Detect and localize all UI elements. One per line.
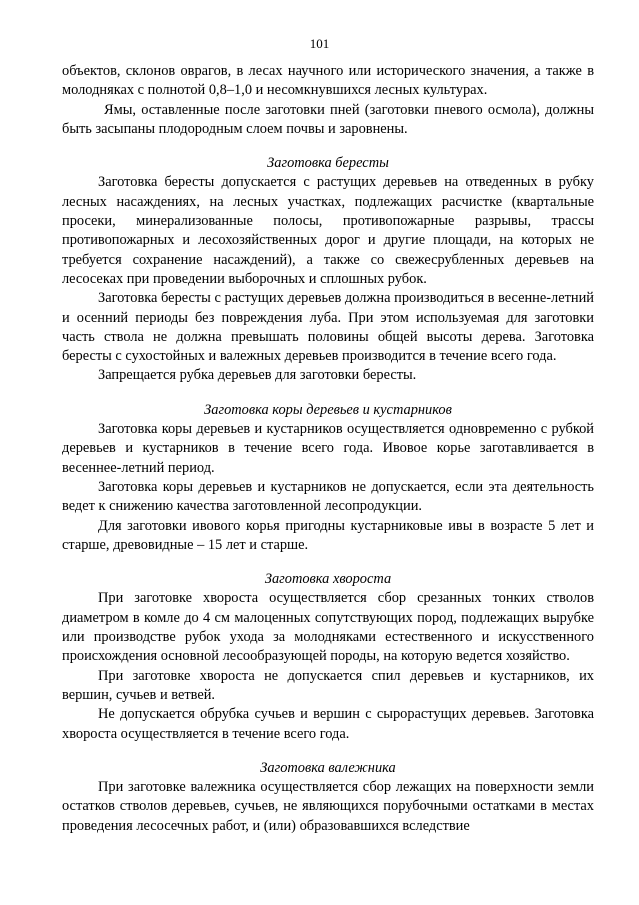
- section-heading-deadwood: Заготовка валежника: [260, 759, 396, 776]
- paragraph-bark-2: Заготовка коры деревьев и кустарников не допускается, если эта деятельность ведет к снижению качества заготовленной лесопродукции.: [62, 478, 594, 515]
- paragraph-deadwood-1: При заготовке валежника осуществляется сбор лежащих на поверхности земли остатков стволов деревьев, сучьев, не являющихся порубочными остатками в местах проведения лесосечных работ, и (или) образовавшихся вследствие: [62, 779, 594, 834]
- paragraph-birch-bark-3: Запрещается рубка деревьев для заготовки бересты.: [98, 367, 417, 384]
- paragraph-brushwood-2: При заготовке хвороста не допускается спил деревьев и кустарников, их вершин, сучьев и ветвей.: [62, 667, 594, 703]
- paragraph-bark-3: Для заготовки ивового корья пригодны кустарниковые ивы в возрасте 5 лет и старше, древовидные – 15 лет и старше.: [62, 517, 594, 553]
- paragraph-continuation: объектов, склонов оврагов, в лесах научного или исторического значения, а также в молодняках с полнотой 0,8–1,0 и несомкнувшихся лесных культурах.: [62, 63, 594, 99]
- page-number: 101: [309, 36, 330, 51]
- section-heading-bark: Заготовка коры деревьев и кустарников: [204, 401, 452, 418]
- section-heading-birch-bark: Заготовка бересты: [267, 155, 389, 172]
- paragraph-brushwood-3: Не допускается обрубка сучьев и вершин с сырорастущих деревьев. Заготовка хвороста осуществляется в течение всего года.: [62, 706, 594, 742]
- section-heading-brushwood: Заготовка хвороста: [264, 571, 392, 588]
- paragraph-birch-bark-2: Заготовка бересты с растущих деревьев должна производиться в весенне-летний и осенний периоды без повреждения луба. При этом используемая для заготовки часть ствола не должна превышать половины общей высоты дерева. Заготовка бересты с сухостойных и валежных деревьев производится в течение всего года.: [62, 290, 594, 365]
- paragraph-pits: Ямы, оставленные после заготовки пней (заготовки пневого осмола), должны быть засыпаны плодородным слоем почвы и заровнены.: [62, 101, 594, 137]
- paragraph-bark-1: Заготовка коры деревьев и кустарников осуществляется одновременно с рубкой деревьев и кустарников в течение всего года. Ивовое корье заготавливается в весеннее-летний период.: [62, 421, 594, 476]
- paragraph-birch-bark-1: Заготовка бересты допускается с растущих деревьев на отведенных в рубку лесных насаждениях, на лесных участках, подлежащих расчистке (квартальные просеки, минерализованные полосы, противопожарные разрывы, трассы противопожарных и лесохозяйственных дорог и другие площади, на которых не требуется сохранение насаждений), а также со свежесрубленных деревьев на лесосеках при проведении выборочных и сплошных рубок.: [62, 174, 594, 287]
- document-body: [62, 62, 594, 836]
- paragraph-brushwood-1: При заготовке хвороста осуществляется сбор срезанных тонких стволов диаметром в комле до 4 см малоценных сопутствующих пород, подлежащих вырубке или производстве рубок ухода за молодняками естественного и искусственного происхождения основной лесообразующей породы, на которую ведется хозяйство.: [62, 590, 594, 665]
